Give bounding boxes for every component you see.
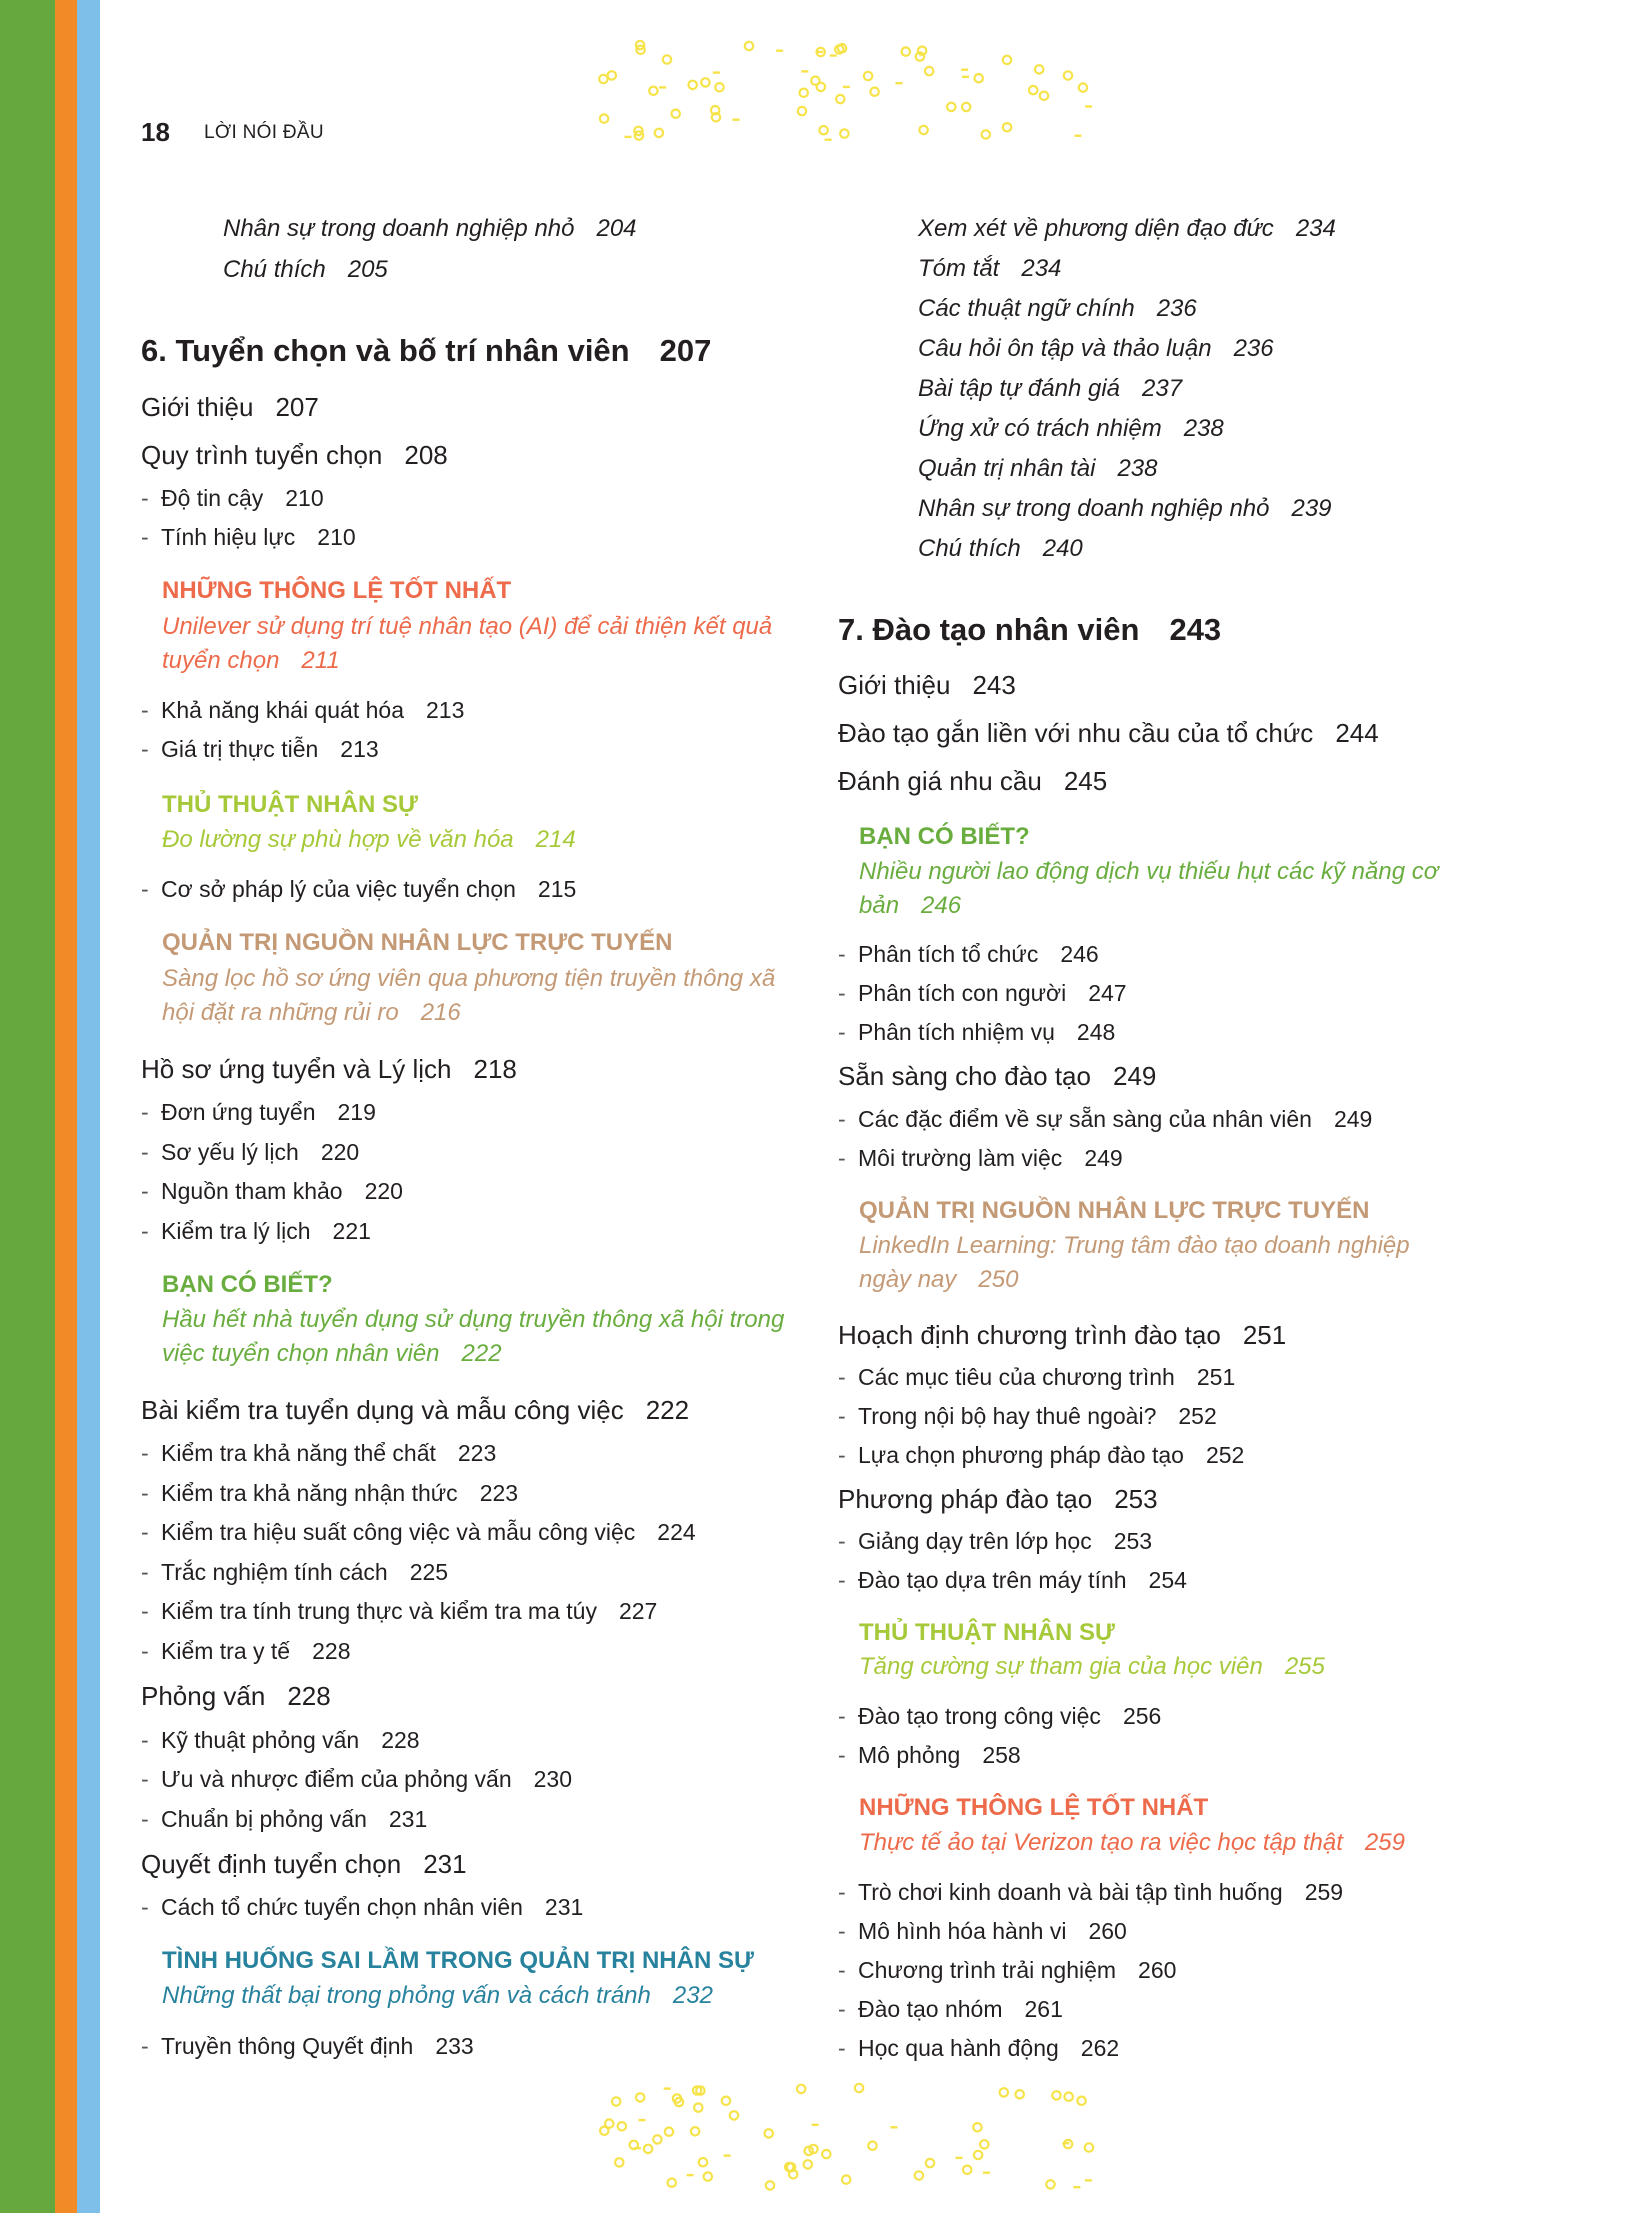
decorative-dot (1079, 83, 1087, 91)
decorative-dot (745, 42, 753, 50)
decorative-dot (842, 2175, 850, 2183)
decorative-dot (618, 2122, 626, 2130)
decorative-dot (982, 130, 990, 138)
box-did-you-know-entry[interactable]: Hầu hết nhà tuyển dụng sử dụng truyền thông xã hội trong việc tuyển chọn nhân viên 222 (162, 1306, 785, 1367)
decorative-dot (694, 2103, 702, 2111)
box-hr-tips-entry[interactable]: Tăng cường sự tham gia của học viên 255 (859, 1653, 1325, 1680)
toc-subsection[interactable]: - Phân tích con người 247 (838, 980, 1127, 1006)
chapter-6-heading[interactable]: 6. Tuyển chọn và bố trí nhân viên 207 (141, 333, 712, 368)
toc-subsection[interactable]: - Phân tích tổ chức 246 (838, 941, 1099, 967)
toc-subsection[interactable]: - Độ tin cậy 210 (141, 485, 324, 511)
decorative-dot (649, 87, 657, 95)
toc-section[interactable]: Giới thiệu 207 (141, 392, 319, 422)
decorative-dot (691, 2127, 699, 2135)
decorative-dot (925, 67, 933, 75)
toc-entry[interactable]: Quản trị nhân tài 238 (918, 455, 1158, 482)
stripe-green (0, 0, 55, 2213)
decorative-dot (689, 81, 697, 89)
toc-entry[interactable]: Các thuật ngữ chính 236 (918, 295, 1197, 322)
decorative-dot (615, 2158, 623, 2166)
toc-section[interactable]: Hồ sơ ứng tuyển và Lý lịch 218 (141, 1054, 517, 1084)
toc-subsection[interactable]: - Đào tạo trong công việc 256 (838, 1703, 1162, 1729)
toc-subsection[interactable]: - Học qua hành động 262 (838, 2035, 1120, 2061)
decorative-dot (973, 2123, 981, 2131)
decorative-dot (1003, 56, 1011, 64)
box-online-hrm-heading: QUẢN TRỊ NGUỒN NHÂN LỰC TRỰC TUYẾN (859, 1197, 1370, 1224)
decorative-dot (864, 72, 872, 80)
decorative-dot (1035, 65, 1043, 73)
decorative-dot (699, 2158, 707, 2166)
box-online-hrm-entry[interactable]: Sàng lọc hồ sơ ứng viên qua phương tiện truyền thông xã hội đặt ra những rủi ro 216 (162, 965, 776, 1026)
decorative-dot (947, 103, 955, 111)
toc-section[interactable]: Đào tạo gắn liền với nhu cầu của tổ chức 244 (838, 718, 1379, 748)
decorative-dot (915, 2171, 923, 2179)
page-number: 18 (141, 117, 170, 147)
toc-subsection[interactable]: - Đào tạo nhóm 261 (838, 1996, 1063, 2022)
box-best-practices-entry[interactable]: Thực tế ảo tại Verizon tạo ra việc học tập thật 259 (859, 1829, 1405, 1856)
toc-subsection[interactable]: - Trò chơi kinh doanh và bài tập tình huống 259 (838, 1879, 1344, 1905)
decorative-dot (608, 71, 616, 79)
toc-entry[interactable]: Câu hỏi ôn tập và thảo luận 236 (918, 335, 1274, 362)
toc-entry[interactable]: Xem xét về phương diện đạo đức 234 (918, 215, 1336, 242)
decorative-dot (765, 2129, 773, 2137)
toc-subsection[interactable]: - Truyền thông Quyết định 233 (141, 2033, 474, 2059)
box-hr-tips-heading: THỦ THUẬT NHÂN SỰ (162, 791, 418, 818)
toc-subsection[interactable]: - Trắc nghiệm tính cách 225 (141, 1559, 449, 1585)
box-hr-tips-heading: THỦ THUẬT NHÂN SỰ (859, 1619, 1115, 1646)
toc-subsection[interactable]: - Giá trị thực tiễn 213 (141, 736, 379, 762)
stripe-blue (77, 0, 100, 2213)
decorative-dot (1064, 71, 1072, 79)
toc-subsection[interactable]: - Nguồn tham khảo 220 (141, 1178, 403, 1204)
decorative-dot (766, 2181, 774, 2189)
toc-subsection[interactable]: - Các đặc điểm về sự sẵn sàng của nhân viên 249 (838, 1106, 1373, 1132)
decorative-dot (1003, 123, 1011, 131)
decorative-dot (1077, 2097, 1085, 2105)
decorative-dot (704, 2172, 712, 2180)
decorative-dot (980, 2140, 988, 2148)
box-best-practices-heading: NHỮNG THÔNG LỆ TỐT NHẤT (859, 1794, 1209, 1821)
toc-subsection[interactable]: - Tính hiệu lực 210 (141, 524, 356, 550)
toc-entry[interactable]: Bài tập tự đánh giá 237 (918, 375, 1183, 402)
decorative-dot (722, 2097, 730, 2105)
toc-subsection[interactable]: - Kiểm tra hiệu suất công việc và mẫu công việc 224 (141, 1519, 696, 1545)
decorative-dot (644, 2145, 652, 2153)
toc-subsection[interactable]: - Đào tạo dựa trên máy tính 254 (838, 1567, 1187, 1593)
toc-section[interactable]: Phỏng vấn 228 (141, 1681, 331, 1711)
toc-subsection[interactable]: - Cách tổ chức tuyển chọn nhân viên 231 (141, 1894, 584, 1920)
decorative-dot (836, 95, 844, 103)
box-did-you-know-entry[interactable]: Nhiều người lao động dịch vụ thiếu hụt các kỹ năng cơ bản 246 (859, 858, 1439, 919)
decorative-dot (701, 78, 709, 86)
decorative-dot (612, 2097, 620, 2105)
decorative-dot (1040, 92, 1048, 100)
decorative-dot (822, 2150, 830, 2158)
decorative-dot (811, 77, 819, 85)
decorative-dot (1052, 2091, 1060, 2099)
box-best-practices-entry[interactable]: Unilever sử dụng trí tuệ nhân tạo (AI) để cải thiện kết quả tuyển chọn 211 (162, 613, 773, 674)
toc-subsection[interactable]: - Môi trường làm việc 249 (838, 1145, 1123, 1171)
box-online-hrm-entry[interactable]: LinkedIn Learning: Trung tâm đào tạo doanh nghiệp ngày nay 250 (859, 1232, 1410, 1293)
decorative-dot (963, 2166, 971, 2174)
toc-entry[interactable]: Chú thích 240 (918, 535, 1083, 562)
box-case-study-heading: TÌNH HUỐNG SAI LẦM TRONG QUẢN TRỊ NHÂN SỰ (162, 1947, 754, 1974)
decorative-dot (599, 75, 607, 83)
decorative-dot (663, 55, 671, 63)
toc-subsection[interactable]: - Đơn ứng tuyển 219 (141, 1099, 376, 1125)
toc-section[interactable]: Quy trình tuyển chọn 208 (141, 440, 448, 470)
decorative-dot (653, 2135, 661, 2143)
toc-entry[interactable]: Ứng xử có trách nhiệm 238 (918, 415, 1224, 442)
toc-subsection[interactable]: - Kỹ thuật phỏng vấn 228 (141, 1727, 420, 1753)
running-head: LỜI NÓI ĐẦU (204, 122, 324, 143)
toc-subsection[interactable]: - Lựa chọn phương pháp đào tạo 252 (838, 1442, 1245, 1468)
decorative-dot (1085, 2143, 1093, 2151)
box-best-practices-heading: NHỮNG THÔNG LỆ TỐT NHẤT (162, 577, 512, 604)
toc-section[interactable]: Sẵn sàng cho đào tạo 249 (838, 1061, 1157, 1091)
toc-subsection[interactable]: - Sơ yếu lý lịch 220 (141, 1139, 360, 1165)
decorative-dot (902, 47, 910, 55)
toc-subsection[interactable]: - Chuẩn bị phỏng vấn 231 (141, 1806, 428, 1832)
toc-entry[interactable]: Chú thích 205 (223, 256, 388, 283)
decorative-dot (855, 2084, 863, 2092)
decorative-dot (730, 2111, 738, 2119)
decorative-dot (819, 126, 827, 134)
box-online-hrm-heading: QUẢN TRỊ NGUỒN NHÂN LỰC TRỰC TUYẾN (162, 929, 673, 956)
decorative-dot (1046, 2180, 1054, 2188)
toc-entry[interactable]: Nhân sự trong doanh nghiệp nhỏ 239 (918, 495, 1332, 522)
toc-entry[interactable]: Nhân sự trong doanh nghiệp nhỏ 204 (223, 215, 637, 242)
toc-subsection[interactable]: - Khả năng khái quát hóa 213 (141, 697, 465, 723)
decorative-dot (798, 107, 806, 115)
decorative-dot (870, 88, 878, 96)
decorative-dot (605, 2119, 613, 2127)
decorative-dot (797, 2085, 805, 2093)
toc-subsection[interactable]: - Các mục tiêu của chương trình 251 (838, 1364, 1236, 1390)
decorative-dot (974, 2151, 982, 2159)
toc-section[interactable]: Bài kiểm tra tuyển dụng và mẫu công việc 222 (141, 1395, 690, 1425)
toc-subsection[interactable]: - Trong nội bộ hay thuê ngoài? 252 (838, 1403, 1217, 1429)
toc-subsection[interactable]: - Chương trình trải nghiệm 260 (838, 1957, 1177, 1983)
decorative-dot (926, 2159, 934, 2167)
decorative-dot (1029, 86, 1037, 94)
decorative-dot (975, 74, 983, 82)
toc-subsection[interactable]: - Kiểm tra tính trung thực và kiểm tra ma túy 227 (141, 1598, 658, 1624)
toc-entry[interactable]: Tóm tắt 234 (918, 255, 1062, 282)
decorative-dot (919, 126, 927, 134)
decorative-dot (804, 2160, 812, 2168)
toc-subsection[interactable]: - Ưu và nhược điểm của phỏng vấn 230 (141, 1766, 572, 1792)
decorative-dot (868, 2142, 876, 2150)
toc-subsection[interactable]: - Kiểm tra y tế 228 (141, 1638, 351, 1664)
toc-subsection[interactable]: - Kiểm tra khả năng nhận thức 223 (141, 1480, 519, 1506)
decorative-dot (715, 83, 723, 91)
box-did-you-know-heading: BẠN CÓ BIẾT? (859, 823, 1030, 850)
decorative-dot (962, 103, 970, 111)
stripe-orange (55, 0, 77, 2213)
box-case-study-entry[interactable]: Những thất bại trong phỏng vấn và cách tránh 232 (162, 1982, 713, 2009)
dot-pattern-top (590, 35, 1100, 150)
toc-subsection[interactable]: - Cơ sở pháp lý của việc tuyển chọn 215 (141, 876, 577, 902)
decorative-dot (655, 129, 663, 137)
dot-pattern-bottom (590, 2080, 1100, 2195)
toc-section[interactable]: Giới thiệu 243 (838, 670, 1016, 700)
decorative-dot (1016, 2090, 1024, 2098)
toc-subsection[interactable]: - Mô phỏng 258 (838, 1742, 1021, 1768)
decorative-dot (600, 114, 608, 122)
toc-section[interactable]: Hoạch định chương trình đào tạo 251 (838, 1320, 1287, 1350)
decorative-dot (636, 2093, 644, 2101)
toc-section[interactable]: Phương pháp đào tạo 253 (838, 1484, 1158, 1514)
toc-subsection[interactable]: - Kiểm tra lý lịch 221 (141, 1218, 371, 1244)
toc-section[interactable]: Quyết định tuyển chọn 231 (141, 1849, 467, 1879)
decorative-dot (1065, 2093, 1073, 2101)
decorative-dot (672, 110, 680, 118)
decorative-dot (840, 129, 848, 137)
decorative-dot (665, 2128, 673, 2136)
decorative-dot (1000, 2088, 1008, 2096)
toc-subsection[interactable]: - Giảng dạy trên lớp học 253 (838, 1528, 1153, 1554)
decorative-dot (668, 2179, 676, 2187)
toc-subsection[interactable]: - Kiểm tra khả năng thể chất 223 (141, 1440, 497, 1466)
box-did-you-know-heading: BẠN CÓ BIẾT? (162, 1271, 333, 1298)
toc-subsection[interactable]: - Mô hình hóa hành vi 260 (838, 1918, 1127, 1944)
decorative-dot (800, 89, 808, 97)
toc-section[interactable]: Đánh giá nhu cầu 245 (838, 766, 1108, 796)
decorative-dot (630, 2141, 638, 2149)
chapter-7-heading[interactable]: 7. Đào tạo nhân viên 243 (838, 612, 1222, 647)
toc-subsection[interactable]: - Phân tích nhiệm vụ 248 (838, 1019, 1116, 1045)
box-hr-tips-entry[interactable]: Đo lường sự phù hợp về văn hóa 214 (162, 826, 576, 853)
